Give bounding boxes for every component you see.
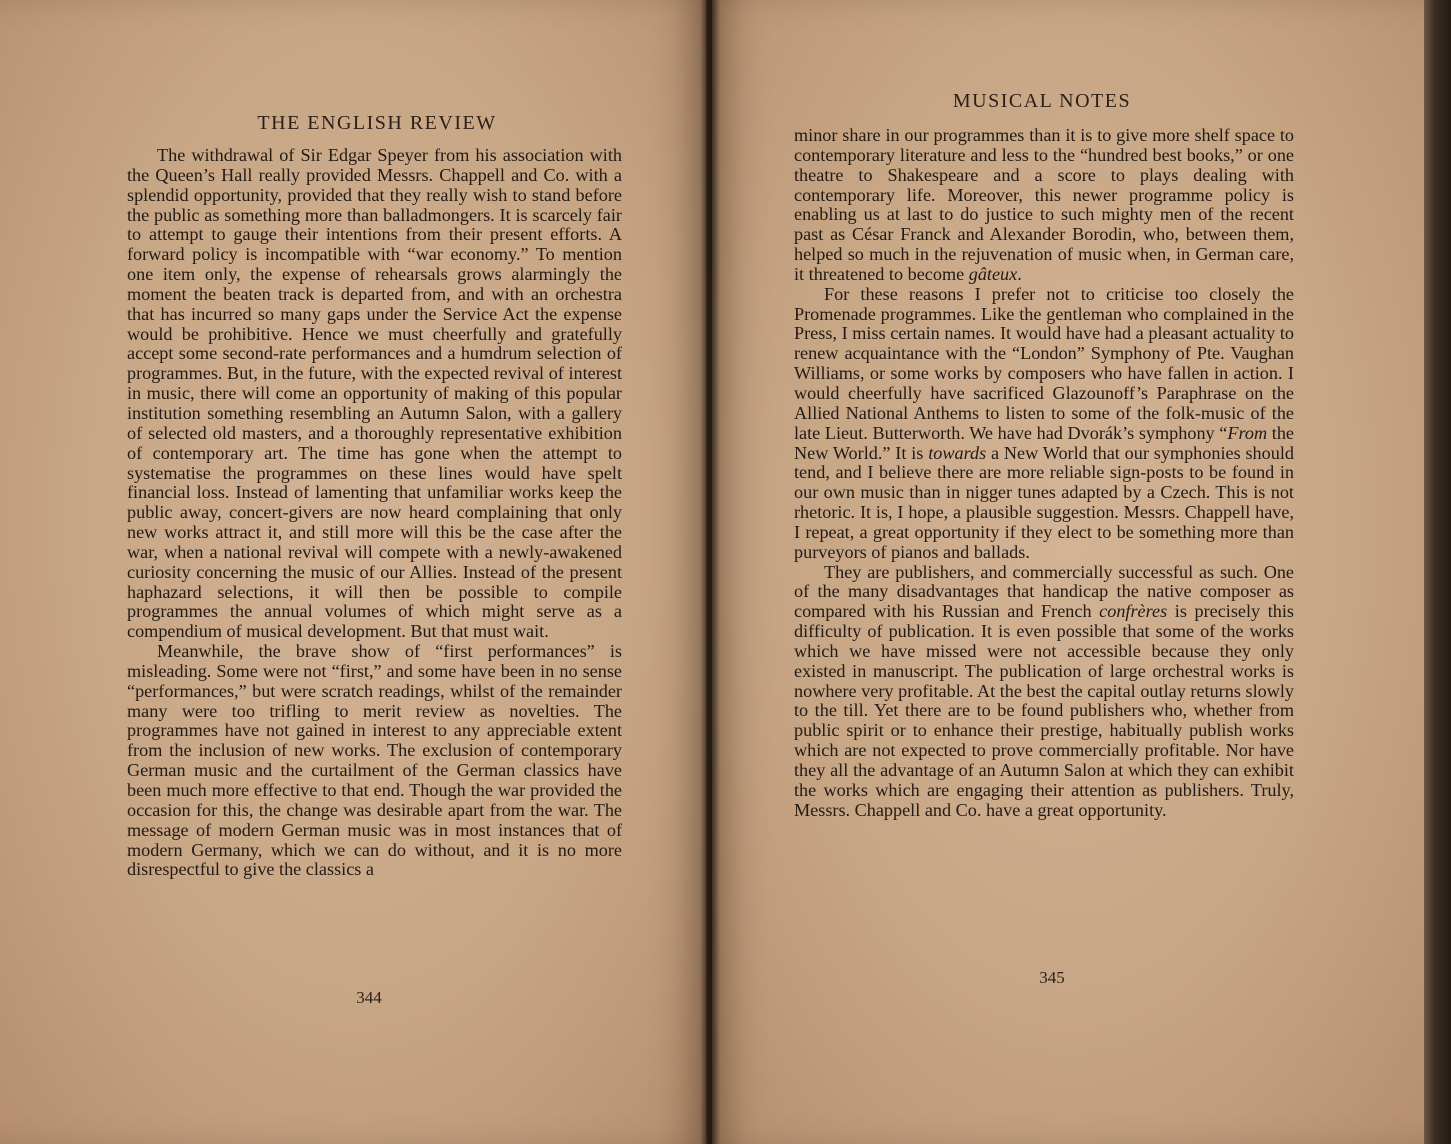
italic-word: gâteux <box>968 263 1018 284</box>
italic-word: confrères <box>1099 601 1168 622</box>
paragraph <box>794 563 1294 821</box>
left-page-body <box>127 146 622 880</box>
page-number-right: 345 <box>1039 968 1065 987</box>
paragraph <box>794 285 1294 563</box>
italic-word: towards <box>928 442 987 463</box>
right-page <box>712 0 1426 1144</box>
paragraph-text: For these reasons I prefer not to criticise too closely the Promenade programmes. Like the gentleman who complained in the Press, I miss certain names. It would have had a pleasant actuality to renew acquaintance with the “London” Symphony of Pte. Vaughan Williams, or some works by composers who have fallen in action. I would cheerfully have sacrificed Glazounoff’s Paraphrase on the Allied National Anthems to listen to some of the folk-music of the late Lieut. Butterworth. We have had Dvorák’s symphony “ <box>794 283 1294 443</box>
paragraph-text: . <box>1017 263 1022 284</box>
book-gutter <box>700 0 720 1144</box>
italic-word: From <box>1227 422 1268 443</box>
page-number-left: 344 <box>356 988 382 1007</box>
running-head-left: THE ENGLISH REVIEW <box>257 112 497 134</box>
paragraph: Meanwhile, the brave show of “first performances” is misleading. Some were not “first,” and some have been in no sense “performances,” but were scratch readings, whilst of the remainder many were too trifling to merit review as novelties. The programmes have not gained in interest to any appreciable extent from the inclusion of new works. The exclusion of contemporary German music and the curtailment of the German classics have been much more effective to that end. Though the war provided the occasion for this, the change was desirable apart from the war. The message of modern German music was in most instances that of modern Germany, which we can do without, and it is no more disrespectful to give the classics a <box>127 641 622 880</box>
running-head-right: MUSICAL NOTES <box>952 90 1132 112</box>
left-page <box>0 0 708 1144</box>
paragraph-text: minor share in our programmes than it is to give more shelf space to contemporary literature and less to the “hundred best books,” or one theatre to Shakespeare and a score to plays dealing with contemporary life. Moreover, this newer programme policy is enabling us at last to do justice to such mighty men of the recent past as César Franck and Alexander Borodin, who, between them, helped so much in the rejuvenation of music when, in German care, it threatened to become <box>794 125 1294 284</box>
right-page-body <box>794 126 1294 821</box>
page-edge <box>1424 0 1451 1144</box>
paragraph <box>794 126 1294 285</box>
paragraph-text: a New World that our symphonies should tend, and I believe there are more reliable sign-posts to be found in our own music than in nigger tunes adapted by a Czech. This is not rhetoric. It is, I hope, a plausible suggestion. Messrs. Chappell have, I repeat, a great opportunity if they elect to be something more than purveyors of pianos and ballads. <box>794 442 1294 562</box>
paragraph-text: is precisely this difficulty of publication. It is even possible that some of the works which we have missed were not accessible because they only existed in manuscript. The publication of large orchestral works is nowhere very profitable. At the best the capital outlay returns slowly to the till. Yet there are to be found publishers who, whether from public spirit or to enhance their prestige, habitually publish works which are not expected to prove commercially profitable. Nor have they all the advantage of an Autumn Salon at which they can exhibit the works which are engaging their attention as publishers. Truly, Messrs. Chappell and Co. have a great opportunity. <box>794 601 1295 820</box>
paragraph: The withdrawal of Sir Edgar Speyer from his association with the Queen’s Hall really provided Messrs. Chappell and Co. with a splendid opportunity, provided that they really wish to stand before the public as something more than balladmongers. It is scarcely fair to attempt to gauge their intentions from their present efforts. A forward policy is incompatible with “war economy.” To mention one item only, the expense of rehearsals grows alarmingly the moment the beaten track is departed from, and with an orchestra that has incurred so many gaps under the Service Act the expense would be prohibitive. Hence we must cheerfully and gratefully accept some second-rate performances and a humdrum selection of programmes. But, in the future, with the expected revival of interest in music, there will come an opportunity of making of this popular institution something resembling an Autumn Salon, with a gallery of selected old masters, and a thoroughly representative exhibition of contemporary art. The time has gone when the attempt to systematise the programmes on these lines would have spelt financial loss. Instead of lamenting that unfamiliar works keep the public away, concert-givers are now heard complaining that only new works attract it, and still more will this be the case after the war, when a national revival will compete with a newly-awakened curiosity concerning the music of our Allies. Instead of the present haphazard selections, it will then be possible to compile programmes the annual volumes of which might serve as a compendium of musical development. But that must wait. <box>127 145 622 642</box>
paragraph-text: They are publishers, and commercially successful as such. One of the many disadvantages that handicap the native composer as compared with his Russian and French <box>794 561 1294 622</box>
paragraph-text: the New World.” It is <box>794 422 1294 463</box>
